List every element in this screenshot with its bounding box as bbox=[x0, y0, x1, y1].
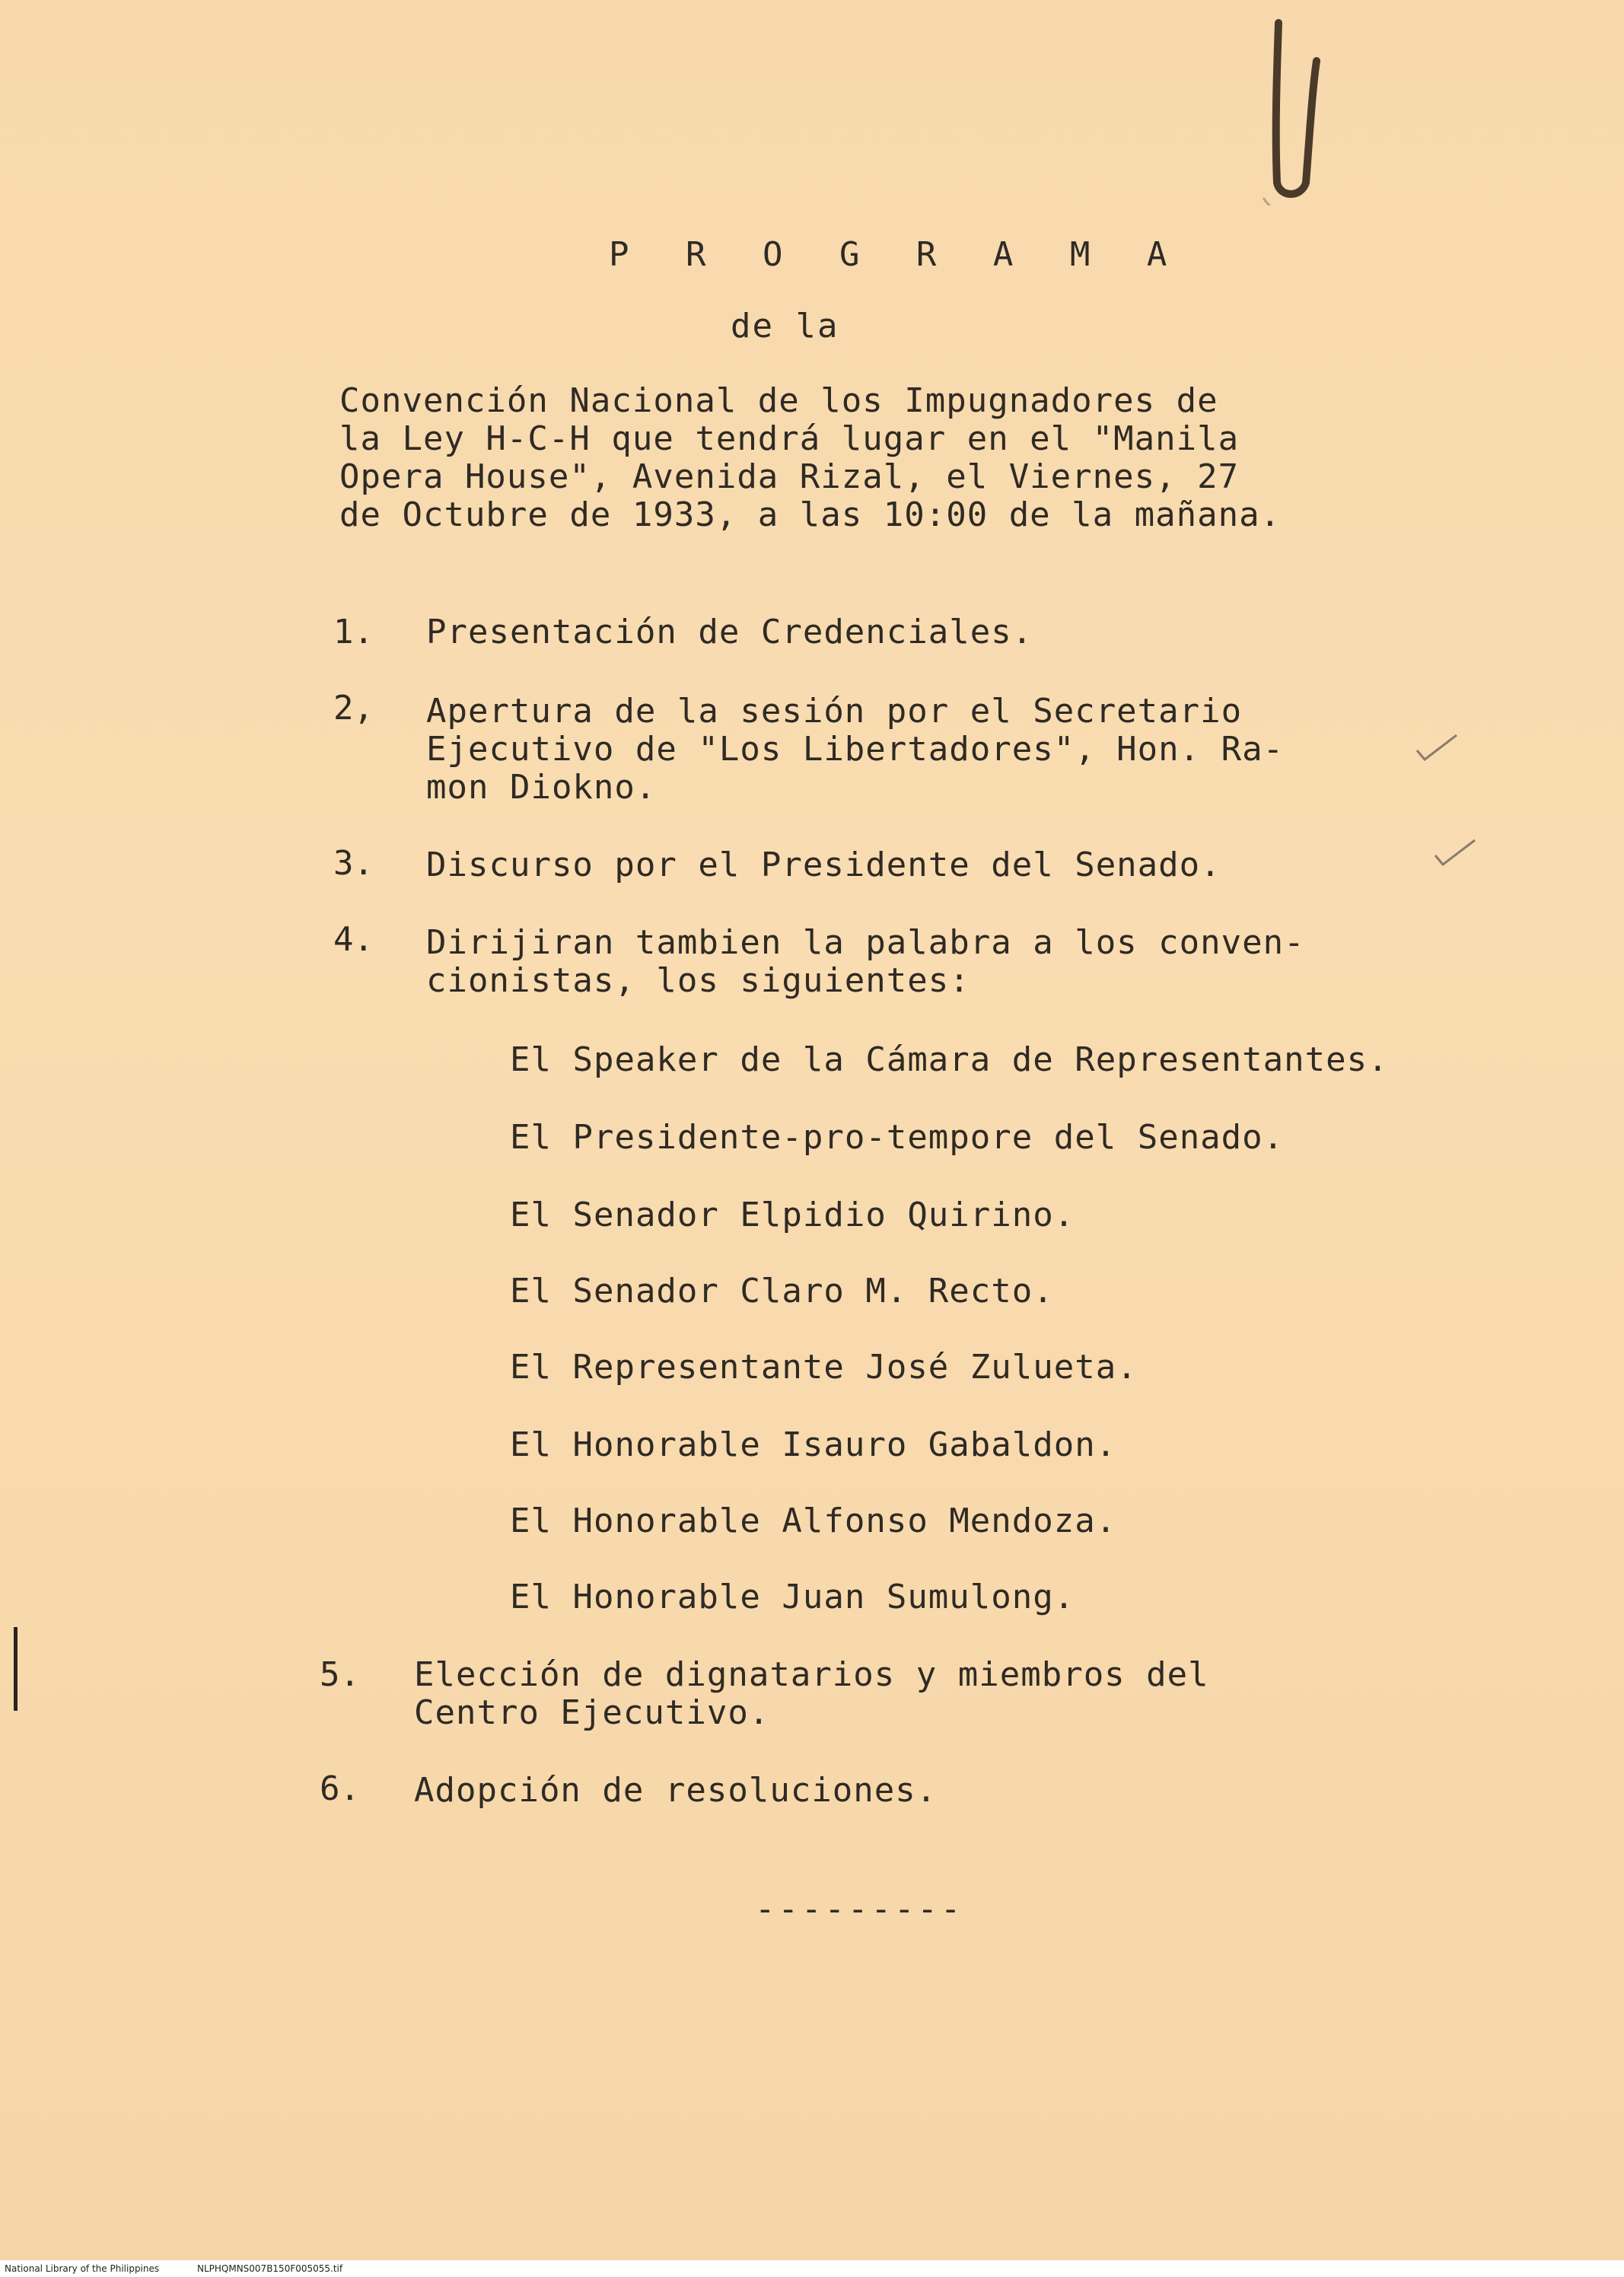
speaker-line: El Honorable Isauro Gabaldon. bbox=[510, 1425, 1117, 1464]
page-title: P R O G R A M A bbox=[609, 235, 1186, 274]
intro-line: la Ley H-C-H que tendrá lugar en el "Manila bbox=[339, 419, 1240, 458]
footer-institution: National Library of the Philippines bbox=[5, 2263, 160, 2274]
item-number: 3. bbox=[333, 844, 374, 883]
item-text: Presentación de Credenciales. bbox=[426, 613, 1033, 651]
item-text: Dirijiran tambien la palabra a los conven- bbox=[426, 923, 1305, 962]
check-mark-icon bbox=[1432, 836, 1478, 874]
item-text: Apertura de la sesión por el Secretario bbox=[426, 692, 1243, 731]
item-number: 4. bbox=[333, 920, 374, 959]
end-rule: --------- bbox=[755, 1890, 964, 1928]
speaker-line: El Representante José Zulueta. bbox=[510, 1348, 1138, 1387]
item-text: cionistas, los siguientes: bbox=[426, 961, 970, 1000]
page-subtitle: de la bbox=[731, 307, 839, 346]
item-number: 1. bbox=[333, 613, 374, 651]
intro-line: Convención Nacional de los Impugnadores de bbox=[339, 381, 1218, 420]
footer-file-id: NLPHQMNS007B150F005055.tif bbox=[196, 2263, 343, 2274]
intro-line: de Octubre de 1933, a las 10:00 de la mañana. bbox=[339, 495, 1282, 534]
speaker-line: El Honorable Alfonso Mendoza. bbox=[510, 1502, 1117, 1540]
item-number: 5. bbox=[320, 1655, 360, 1694]
speaker-line: El Presidente-pro-tempore del Senado. bbox=[510, 1118, 1285, 1157]
speaker-line: El Senador Claro M. Recto. bbox=[510, 1272, 1054, 1310]
speaker-line: El Honorable Juan Sumulong. bbox=[510, 1578, 1075, 1616]
item-text: Ejecutivo de "Los Libertadores", Hon. Ra- bbox=[426, 730, 1285, 769]
intro-line: Opera House", Avenida Rizal, el Viernes, 27 bbox=[339, 457, 1240, 496]
item-number: 2, bbox=[333, 689, 374, 728]
item-text: Adopción de resoluciones. bbox=[414, 1771, 938, 1810]
pen-mark-icon bbox=[1233, 8, 1339, 205]
archive-footer bbox=[0, 2260, 1624, 2277]
item-text: Centro Ejecutivo. bbox=[414, 1693, 770, 1732]
binding-mark bbox=[14, 1627, 18, 1711]
item-number: 6. bbox=[320, 1769, 360, 1808]
check-mark-icon bbox=[1414, 731, 1460, 769]
speaker-line: El Speaker de la Cámara de Representantes. bbox=[510, 1040, 1389, 1079]
speaker-line: El Senador Elpidio Quirino. bbox=[510, 1196, 1075, 1234]
item-text: mon Diokno. bbox=[426, 768, 657, 807]
item-text: Elección de dignatarios y miembros del bbox=[414, 1655, 1209, 1694]
item-text: Discurso por el Presidente del Senado. bbox=[426, 846, 1221, 884]
